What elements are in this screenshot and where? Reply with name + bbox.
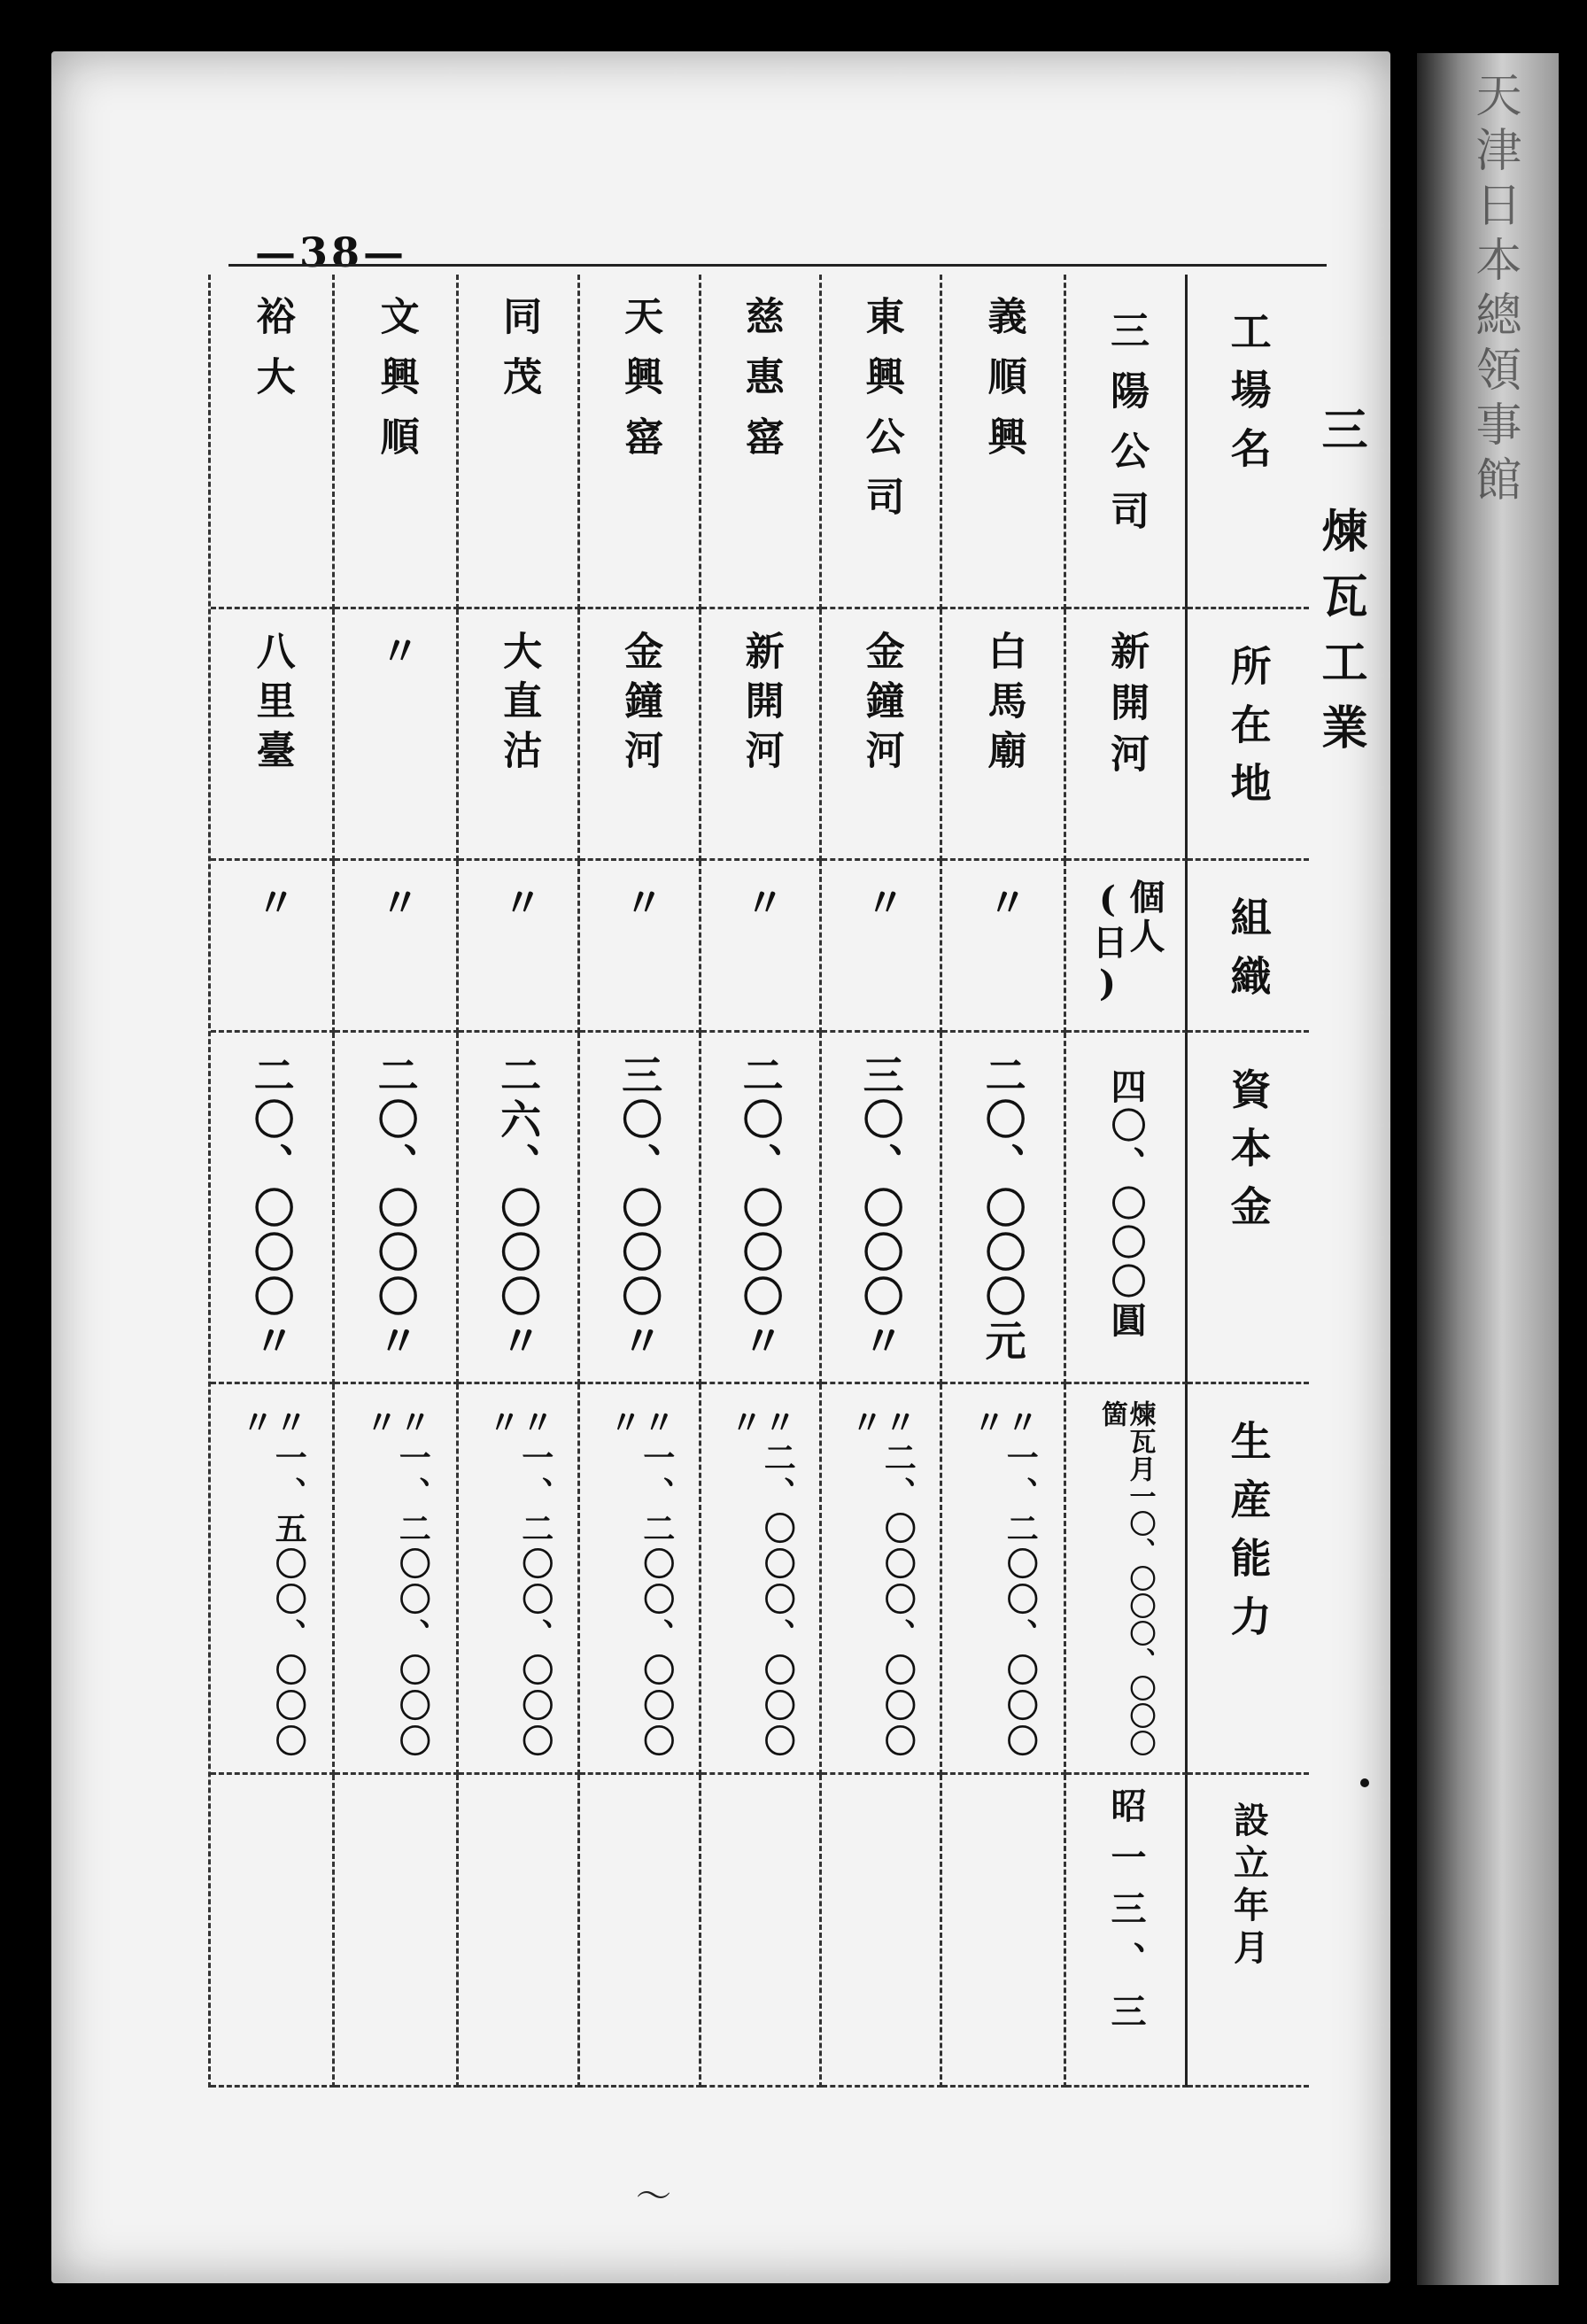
table-cell-established: 昭一三、三 [1066, 1775, 1188, 2088]
table-cell-capital: 二〇、〇〇〇〃 [211, 1033, 335, 1384]
table-cell-organization: 〃 [942, 861, 1066, 1033]
table-cell-organization: 〃 [822, 861, 942, 1033]
column-header-capital: 資本金 [1188, 1033, 1309, 1384]
section-title: 三 煉瓦工業 [1313, 406, 1367, 770]
footer-mark: 〜 [636, 2176, 671, 2217]
adjacent-page-text: 天津日本總領事館 [1467, 71, 1521, 510]
page-number: —38— [255, 229, 408, 276]
table-cell-established [942, 1775, 1066, 2088]
column-header-established: 設立年月 [1188, 1775, 1309, 2088]
table-cell-location: 新開河 [701, 609, 822, 861]
table-cell-organization: 〃 [211, 861, 335, 1033]
table-cell-location: 白馬廟 [942, 609, 1066, 861]
table-cell-established [459, 1775, 580, 2088]
column-header-factory-name: 工場名 [1188, 275, 1309, 609]
table-cell-organization: 〃 [335, 861, 459, 1033]
table-cell-established [211, 1775, 335, 2088]
table-cell-name: 裕大 [211, 275, 335, 609]
table-cell-organization: 〃 [459, 861, 580, 1033]
table-cell-organization: 〃 [580, 861, 701, 1033]
table-cell-location: 新開河 [1066, 609, 1188, 861]
table-cell-established [335, 1775, 459, 2088]
column-header-organization: 組織 [1188, 861, 1309, 1033]
table-cell-name: 三陽公司 [1066, 275, 1188, 609]
adjacent-page-edge [1417, 53, 1559, 2285]
table-cell-capital: 二〇、〇〇〇〃 [701, 1033, 822, 1384]
table-cell-capital: 三〇、〇〇〇〃 [822, 1033, 942, 1384]
table-cell-capacity: 〃一、五〇〇、〇〇〇〃 [211, 1384, 335, 1775]
table-cell-capital: 四〇、〇〇〇圓 [1066, 1033, 1188, 1384]
table-cell-capital: 二〇、〇〇〇元 [942, 1033, 1066, 1384]
brick-industry-table [208, 275, 1309, 2088]
table-cell-name: 天興窰 [580, 275, 701, 609]
table-cell-location: 大直沽 [459, 609, 580, 861]
table-cell-capacity: 〃二、〇〇〇、〇〇〇〃 [701, 1384, 822, 1775]
table-cell-name: 文興順 [335, 275, 459, 609]
table-cell-capital: 二〇、〇〇〇〃 [335, 1033, 459, 1384]
table-cell-capacity: 〃一、二〇〇、〇〇〇〃 [942, 1384, 1066, 1775]
column-header-location: 所在地 [1188, 609, 1309, 861]
table-cell-capacity: 煉瓦月一〇、〇〇〇、〇〇〇箇 [1066, 1384, 1188, 1775]
table-cell-capital: 三〇、〇〇〇〃 [580, 1033, 701, 1384]
ink-dot [1360, 1778, 1369, 1787]
top-rule [228, 264, 1327, 267]
table-cell-organization: 個人(日) [1066, 861, 1188, 1033]
table-cell-capital: 二六、〇〇〇〃 [459, 1033, 580, 1384]
table-cell-name: 同茂 [459, 275, 580, 609]
table-cell-established [822, 1775, 942, 2088]
table-cell-organization: 〃 [701, 861, 822, 1033]
table-cell-location: 金鐘河 [580, 609, 701, 861]
table-cell-capacity: 〃二、〇〇〇、〇〇〇〃 [822, 1384, 942, 1775]
table-cell-established [701, 1775, 822, 2088]
table-cell-name: 慈惠窰 [701, 275, 822, 609]
table-cell-name: 東興公司 [822, 275, 942, 609]
table-cell-capacity: 〃一、二〇〇、〇〇〇〃 [335, 1384, 459, 1775]
table-cell-capacity: 〃一、二〇〇、〇〇〇〃 [580, 1384, 701, 1775]
table-cell-name: 義順興 [942, 275, 1066, 609]
table-cell-location: 八里臺 [211, 609, 335, 861]
table-cell-location: 〃 [335, 609, 459, 861]
table-cell-established [580, 1775, 701, 2088]
table-cell-location: 金鐘河 [822, 609, 942, 861]
column-header-capacity: 生産能力 [1188, 1384, 1309, 1775]
table-cell-capacity: 〃一、二〇〇、〇〇〇〃 [459, 1384, 580, 1775]
